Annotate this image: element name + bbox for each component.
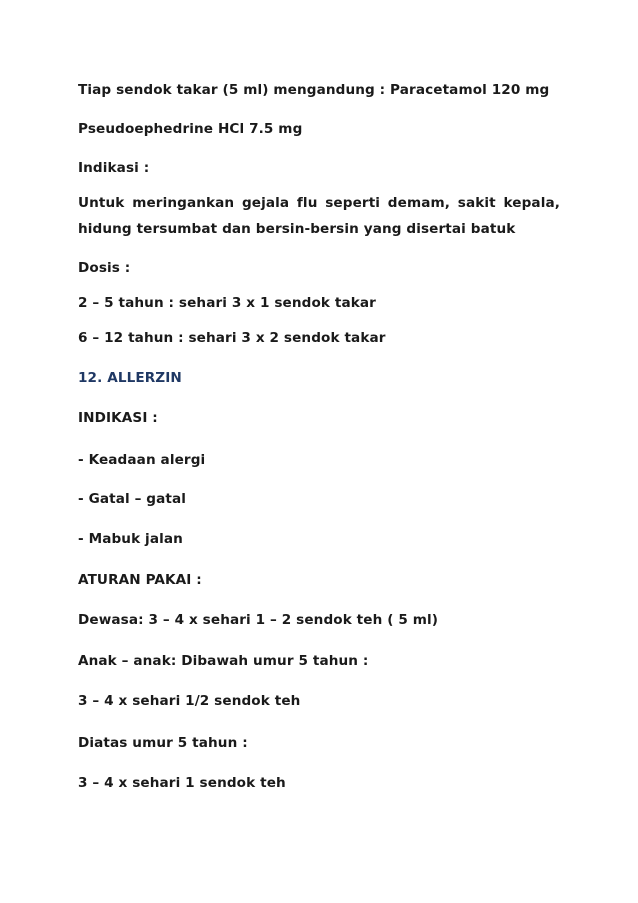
composition-line: Tiap sendok takar (5 ml) mengandung : Paracetamol 120 mg — [78, 82, 550, 98]
indication-text-line-1: Untuk meringankan gejala flu seperti demam, sakit kepala, — [78, 195, 560, 211]
section-heading: 12. ALLERZIN — [78, 370, 182, 386]
dosage-label: Dosis : — [78, 260, 131, 276]
usage-line: Diatas umur 5 tahun : — [78, 735, 248, 751]
dosage-line-2: 6 – 12 tahun : sehari 3 x 2 sendok takar — [78, 330, 386, 346]
dosage-line-1: 2 – 5 tahun : sehari 3 x 1 sendok takar — [78, 295, 376, 311]
indication-label: Indikasi : — [78, 160, 150, 176]
ingredient-line: Pseudoephedrine HCl 7.5 mg — [78, 121, 303, 137]
indikasi-label: INDIKASI : — [78, 410, 158, 426]
usage-line: Anak – anak: Dibawah umur 5 tahun : — [78, 653, 369, 669]
indication-text-line-2: hidung tersumbat dan bersin-bersin yang disertai batuk — [78, 221, 516, 237]
usage-line: 3 – 4 x sehari 1 sendok teh — [78, 775, 286, 791]
usage-label: ATURAN PAKAI : — [78, 572, 202, 588]
list-item: - Keadaan alergi — [78, 452, 206, 468]
usage-line: 3 – 4 x sehari 1/2 sendok teh — [78, 693, 301, 709]
list-item: - Gatal – gatal — [78, 491, 187, 507]
usage-line: Dewasa: 3 – 4 x sehari 1 – 2 sendok teh ( 5 ml) — [78, 612, 439, 628]
list-item: - Mabuk jalan — [78, 531, 183, 547]
